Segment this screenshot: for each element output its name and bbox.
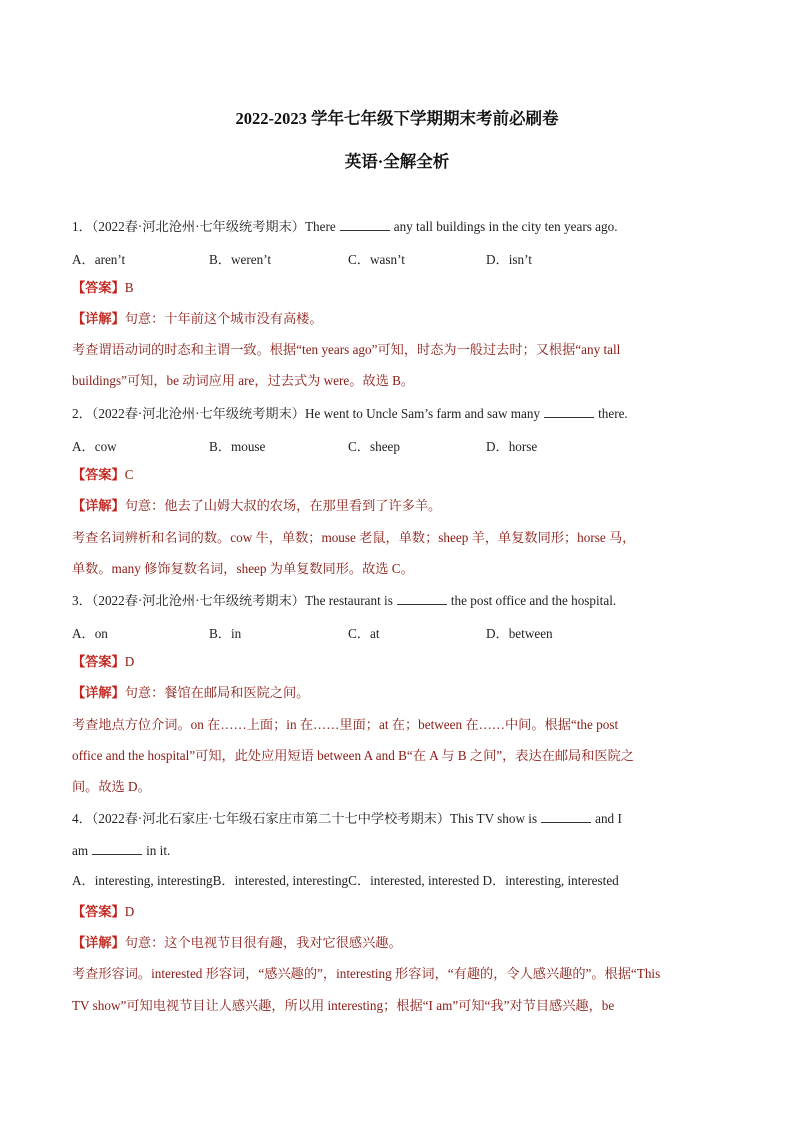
option-c: C．sheep xyxy=(348,439,401,454)
option-b: B．in xyxy=(209,626,242,641)
question-3-detail: 【详解】句意：餐馆在邮局和医院之间。 xyxy=(72,685,310,700)
question-1-stem: 1．（2022春·河北沧州·七年级统考期末）There any tall buildings in the city ten years ago. xyxy=(72,219,618,234)
question-4-explanation-line: 考查形容词。interested 形容词，“感兴趣的”，interesting 形容词，“有趣的，令人感兴趣的”。根据“This xyxy=(72,966,661,981)
question-1-answer: 【答案】B xyxy=(72,280,134,295)
option-d: D．horse xyxy=(486,439,538,454)
question-2-stem: 2．（2022春·河北沧州·七年级统考期末）He went to Uncle Sam’s farm and saw many there. xyxy=(72,406,628,421)
question-4-detail: 【详解】句意：这个电视节目很有趣，我对它很感兴趣。 xyxy=(72,935,402,950)
question-3-answer: 【答案】D xyxy=(72,654,135,669)
question-2-answer: 【答案】C xyxy=(72,467,134,482)
answer-blank xyxy=(541,810,591,823)
question-4-stem: 4．（2022春·河北石家庄·七年级石家庄市第二十七中学校考期末）This TV show is and I xyxy=(72,811,622,826)
option-a: A．on xyxy=(72,626,108,641)
question-3-explanation-line: 间。故选 D。 xyxy=(72,779,151,794)
question-4-explanation-line: TV show”可知电视节目让人感兴趣，所以用 interesting；根据“I am”可知“我”对节目感兴趣，be xyxy=(72,998,615,1013)
question-2-detail: 【详解】句意：他去了山姆大叔的农场，在那里看到了许多羊。 xyxy=(72,498,442,513)
question-1-explanation-line: 考查谓语动词的时态和主谓一致。根据“ten years ago”可知，时态为一般过去时；又根据“any tall xyxy=(72,342,621,357)
page-title: 2022-2023 学年七年级下学期期末考前必刷卷 xyxy=(235,109,559,128)
option-c: C．at xyxy=(348,626,380,641)
question-3-stem: 3．（2022春·河北沧州·七年级统考期末）The restaurant is the post office and the hospital. xyxy=(72,593,617,608)
question-1-options xyxy=(72,249,732,265)
question-2-options xyxy=(72,436,732,452)
option-c: C．wasn’t xyxy=(348,252,405,267)
question-4-answer: 【答案】D xyxy=(72,904,135,919)
option-b: B．weren’t xyxy=(209,252,272,267)
option-a: A．aren’t xyxy=(72,252,126,267)
question-1-explanation-line: buildings”可知，be 动词应用 are，过去式为 were。故选 B。 xyxy=(72,373,415,388)
page-subtitle: 英语·全解全析 xyxy=(344,152,450,171)
question-3-explanation-line: 考查地点方位介词。on 在……上面；in 在……里面；at 在；between 在……中间。根据“the post xyxy=(72,717,619,732)
option-a: A．cow xyxy=(72,439,117,454)
question-1-detail: 【详解】句意：十年前这个城市没有高楼。 xyxy=(72,311,323,326)
answer-blank xyxy=(544,405,594,418)
question-4-stem-continued: am in it. xyxy=(72,843,171,858)
question-3-options xyxy=(72,623,732,639)
answer-blank xyxy=(397,592,447,605)
question-4-options: A．interesting, interestingB．interested, interestingC．interested, interested D．interesting, interested xyxy=(72,873,619,888)
question-2-explanation-line: 考查名词辨析和名词的数。cow 牛，单数；mouse 老鼠，单数；sheep 羊，单复数同形；horse 马， xyxy=(72,530,636,545)
answer-blank xyxy=(340,218,390,231)
question-3-explanation-line: office and the hospital”可知，此处应用短语 between A and B“在 A 与 B 之间”，表达在邮局和医院之 xyxy=(72,748,634,763)
option-d: D．isn’t xyxy=(486,252,532,267)
answer-blank xyxy=(92,842,142,855)
option-d: D．between xyxy=(486,626,553,641)
question-2-explanation-line: 单数。many 修饰复数名词，sheep 为单复数同形。故选 C。 xyxy=(72,561,414,576)
option-b: B．mouse xyxy=(209,439,266,454)
